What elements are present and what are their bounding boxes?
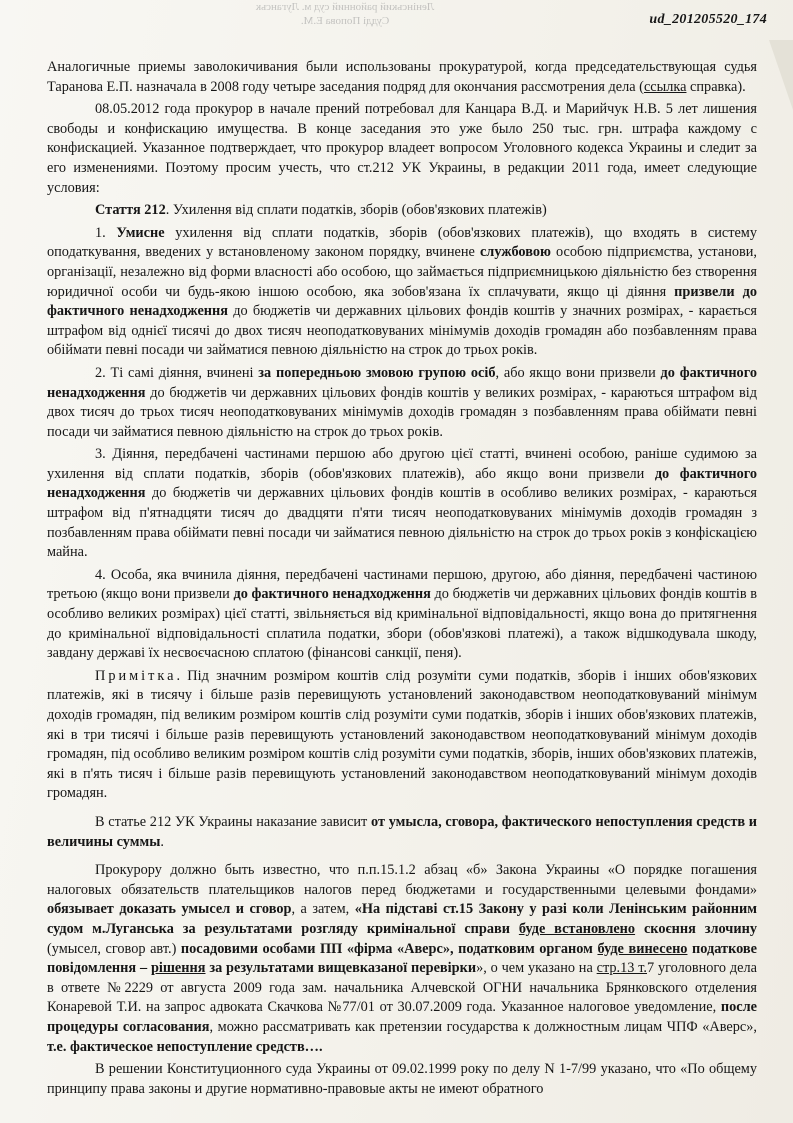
case-page-link[interactable]: стр.13 т. [596, 960, 647, 977]
paragraph-5: В решении Конституционного суда Украины от 09.02.1999 року по делу N 1-7/99 указано, что «По общему принципу права законы и другие нормативно-правовые акты не имеют обратного [47, 1061, 757, 1097]
paragraph-1: Аналогичные приемы заволокичивания были использованы прокуратурой, когда председательствующая судья Таранова Е.П. назначала в 2008 году четыре заседания подряд для окончания рассмотрения дела (ссылка справка). [47, 59, 757, 95]
paragraph-3: В статье 212 УК Украины наказание зависит от умысла, сговора, фактического непоступления средств и величины суммы. [47, 813, 758, 850]
bleed-line-2: Судді Попова Е.М. [300, 15, 390, 27]
article-note: Примітка. Під значним розміром коштів слід розуміти суми податків, зборів і інших обов'язкових платежів, які в тисячу і більше разів перевищують установлений законодавством неоподатковуваний мінімум доходів громадян, під великим розміром коштів слід розуміти суми податків, зборів і інших обов'язкових платежів, які в три тисячі і більше разів перевищують установлений законодавством неоподатковуваний мінімум доходів громадян, під особливо великим розміром коштів слід розуміти суми податків, зборів, інших обов'язкових платежів, які в п'ять тисяч і більше разів перевищують установлений законодавством неоподатковуваний мінімум доходів громадян. [47, 667, 757, 802]
article-section-1: 1. Умисне ухилення від сплати податків, зборів (обов'язкових платежів), що входять в систему оподаткування, введених у встановленому законом порядку, вчинене службовою особою підприємства, установи, організації, незалежно від форми власності або особою, що займається підприємницькою діяльністю без створення юридичної особи чи будь-якою іншою особою, яка зобов'язана їх сплачувати, якщо ці діяння призвели до фактичного ненадходження до бюджетів чи державних цільових фондів коштів у значних розмірах, - карається штрафом від однієї тисячі до двох тисяч неоподатковуваних мінімумів доходів громадян або позбавленням права обіймати певні посади чи займатися певною діяльністю на строк до трьох років. [47, 224, 758, 359]
document-id: ud_201205520_174 [649, 12, 767, 27]
article-title: Стаття 212. Ухилення від сплати податків, зборів (обов'язкових платежів) [95, 202, 547, 219]
article-section-4: 4. Особа, яка вчинила діяння, передбачені частинами першою, другою, або діяння, передбачені частиною третьою (якщо вони призвели до фактичного ненадходження до бюджетів чи державних цільових фондів коштів в особливо великих розмірах) цієї статті, звільняється від кримінальної відповідальності, якщо вона до притягнення до кримінальної відповідальності сплатила податки, збори (обов'язкові платежі), а також відшкодувала шкоду, завдану державі їх несвоєчасною сплатою (фінансові санкції, пеня). [47, 566, 757, 662]
bleed-through-text [245, 0, 445, 40]
paragraph-2: 08.05.2012 года прокурор в начале прений потребовал для Канцара В.Д. и Марийчук Н.В. 5 лет лишения свободы и конфискацию имущества. В конце заседания это уже было 250 тыс. грн. штрафа каждому с конфискацией. Указанное подтверждает, что прокурор владеет вопросом Уголовного кодекса Украины и следит за его изменениями. Поэтому просим учесть, что ст.212 УК Украины, в редакции 2011 года, имеет следующие условия: [47, 101, 757, 196]
article-section-3: 3. Діяння, передбачені частинами першою або другою цієї статті, вчинені особою, раніше судимою за ухилення від сплати податків, зборів (обов'язкових платежів), або якщо вони призвели до фактичного ненадходження до бюджетів чи державних цільових фондів коштів в особливо великих розмірах, - караються штрафом від п'ятнадцяти тисяч до двадцяти п'яти тисяч неоподатковуваних мінімумів доходів громадян з позбавленням права обіймати певні посади чи займатися певною діяльністю на строк до трьох років з конфіскацією майна. [47, 446, 757, 561]
reference-link[interactable]: ссылка [643, 78, 687, 95]
paragraph-4: Прокурору должно быть известно, что п.п.15.1.2 абзац «б» Закона Украины «О порядке погашения налоговых обязательств плательщиков налогов перед бюджетами и государственными целевыми фондами» обязывает доказать умысел и сговор, а затем, «На підставі ст.15 Закону у разі коли Ленінським районним судом м.Луганська за результатами розгляду кримінальної справи буде встановлено скоєння злочину (умысел, сговор авт.) посадовими особами ПП «фірма «Аверс», податковим органом буде винесено податкове повідомлення – рішення за результатами вищевказаної перевірки», о чем указано на стр.13 т.7 уголовного дела в ответе №2229 от августа 2009 года зам. начальника Алчевской ОГНИ начальника Брянковского отделения Конаревой Т.И. на запрос адвоката Скачкова №77/01 от 30.07.2009 года. Указанное налоговое уведомление, после процедуры согласования, можно рассматривать как претензии государства к должностным лицам ЧПФ «Аверс», т.е. фактическое непоступление средств…. [47, 862, 757, 1055]
article-section-2: 2. Ті самі діяння, вчинені за попередньою змовою групою осіб, або якщо вони призвели до фактичного ненадходження до бюджетів чи державних цільових фондів коштів у великих розмірах, - караються штрафом від двох тисяч до трьох тисяч неоподатковуваних мінімумів доходів громадян з позбавленням права обіймати певні посади чи займатися певною діяльністю на строк до трьох років. [47, 364, 757, 440]
page-corner-fold [769, 40, 793, 110]
document-body [47, 58, 757, 1102]
bleed-line-1: Ленінський районний суд м. Луганськ [255, 1, 435, 13]
